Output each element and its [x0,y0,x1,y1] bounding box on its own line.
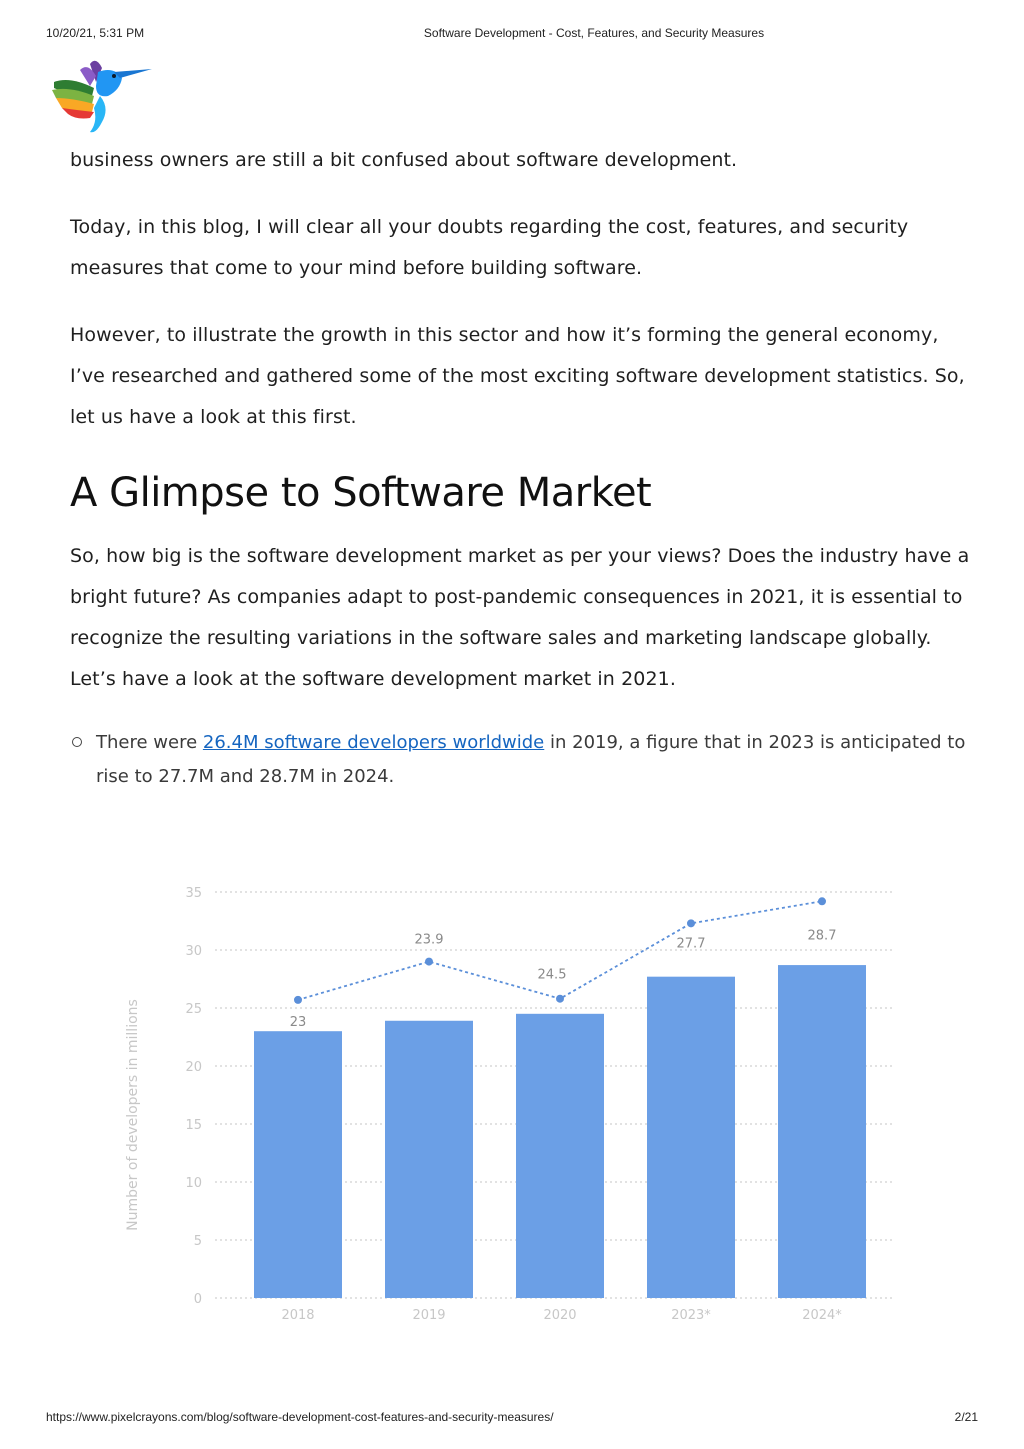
intro-paragraph-1: business owners are still a bit confused about software development. [70,149,738,171]
bar [647,977,735,1298]
intro-paragraph-2: Today, in this blog, I will clear all your doubts regarding the cost, features, and security measures that come to your mind before building software. [70,216,909,279]
print-doc-title: Software Development - Cost, Features, and Security Measures [423,26,765,40]
data-label: 23.9 [414,932,444,948]
trend-point [556,995,564,1003]
x-tick-label: 2020 [543,1308,577,1323]
trend-point [818,897,826,905]
x-tick-label: 2019 [412,1308,446,1323]
circle-bullet-icon [72,737,82,747]
chart-svg [110,870,910,1340]
market-paragraph: So, how big is the software development market as per your views? Does the industry have a bright future? As companies adapt to post-pandemic consequences in 2021, it is essential to recognize the resulting variations in the software sales and marketing landscape globally. Let’s have a look at the software development market in 2021. [70,545,970,690]
bullet-text-post: in 2019, a figure that in 2023 is anticipated to rise to 27.7M and 28.7M in 2024. [96,732,966,787]
trend-point [294,996,302,1004]
section-heading: A Glimpse to Software Market [70,470,652,516]
trend-point [425,958,433,966]
developers-stat-link[interactable]: 26.4M software developers worldwide [202,732,545,753]
stats-list [70,726,970,794]
developers-bar-chart [110,870,910,1340]
data-label: 28.7 [807,928,837,944]
x-tick-label: 2018 [281,1308,315,1323]
y-tick-label: 15 [185,1118,202,1133]
print-page-number: 2/21 [954,1410,978,1424]
bar [778,965,866,1298]
y-tick-label: 5 [193,1234,202,1249]
y-tick-label: 35 [185,886,202,901]
data-label: 23 [289,1014,307,1030]
x-tick-label: 2024* [802,1308,842,1323]
hummingbird-logo-icon[interactable] [50,56,154,140]
bar [516,1014,604,1298]
x-tick-label: 2023* [671,1308,711,1323]
bullet-text-pre: There were [96,732,203,753]
bar [385,1021,473,1298]
y-tick-label: 10 [185,1176,202,1191]
y-tick-label: 20 [185,1060,202,1075]
print-datetime: 10/20/21, 5:31 PM [46,26,145,40]
article-body [70,140,970,794]
data-label: 24.5 [537,967,567,983]
bar [254,1031,342,1298]
intro-paragraph-3: However, to illustrate the growth in this sector and how it’s forming the general economy, I’ve researched and gathered some of the most exciting software development statistics. So, let us have a look at this first. [70,324,965,428]
list-item [70,726,970,794]
y-axis-label: Number of developers in millions [125,999,141,1231]
print-url: https://www.pixelcrayons.com/blog/software-development-cost-features-and-security-measures/ [46,1410,554,1424]
print-header [0,26,1024,42]
y-tick-label: 0 [193,1292,202,1307]
data-label: 27.7 [676,936,706,952]
y-tick-label: 25 [185,1002,202,1017]
trend-point [687,919,695,927]
y-tick-label: 30 [185,944,202,959]
